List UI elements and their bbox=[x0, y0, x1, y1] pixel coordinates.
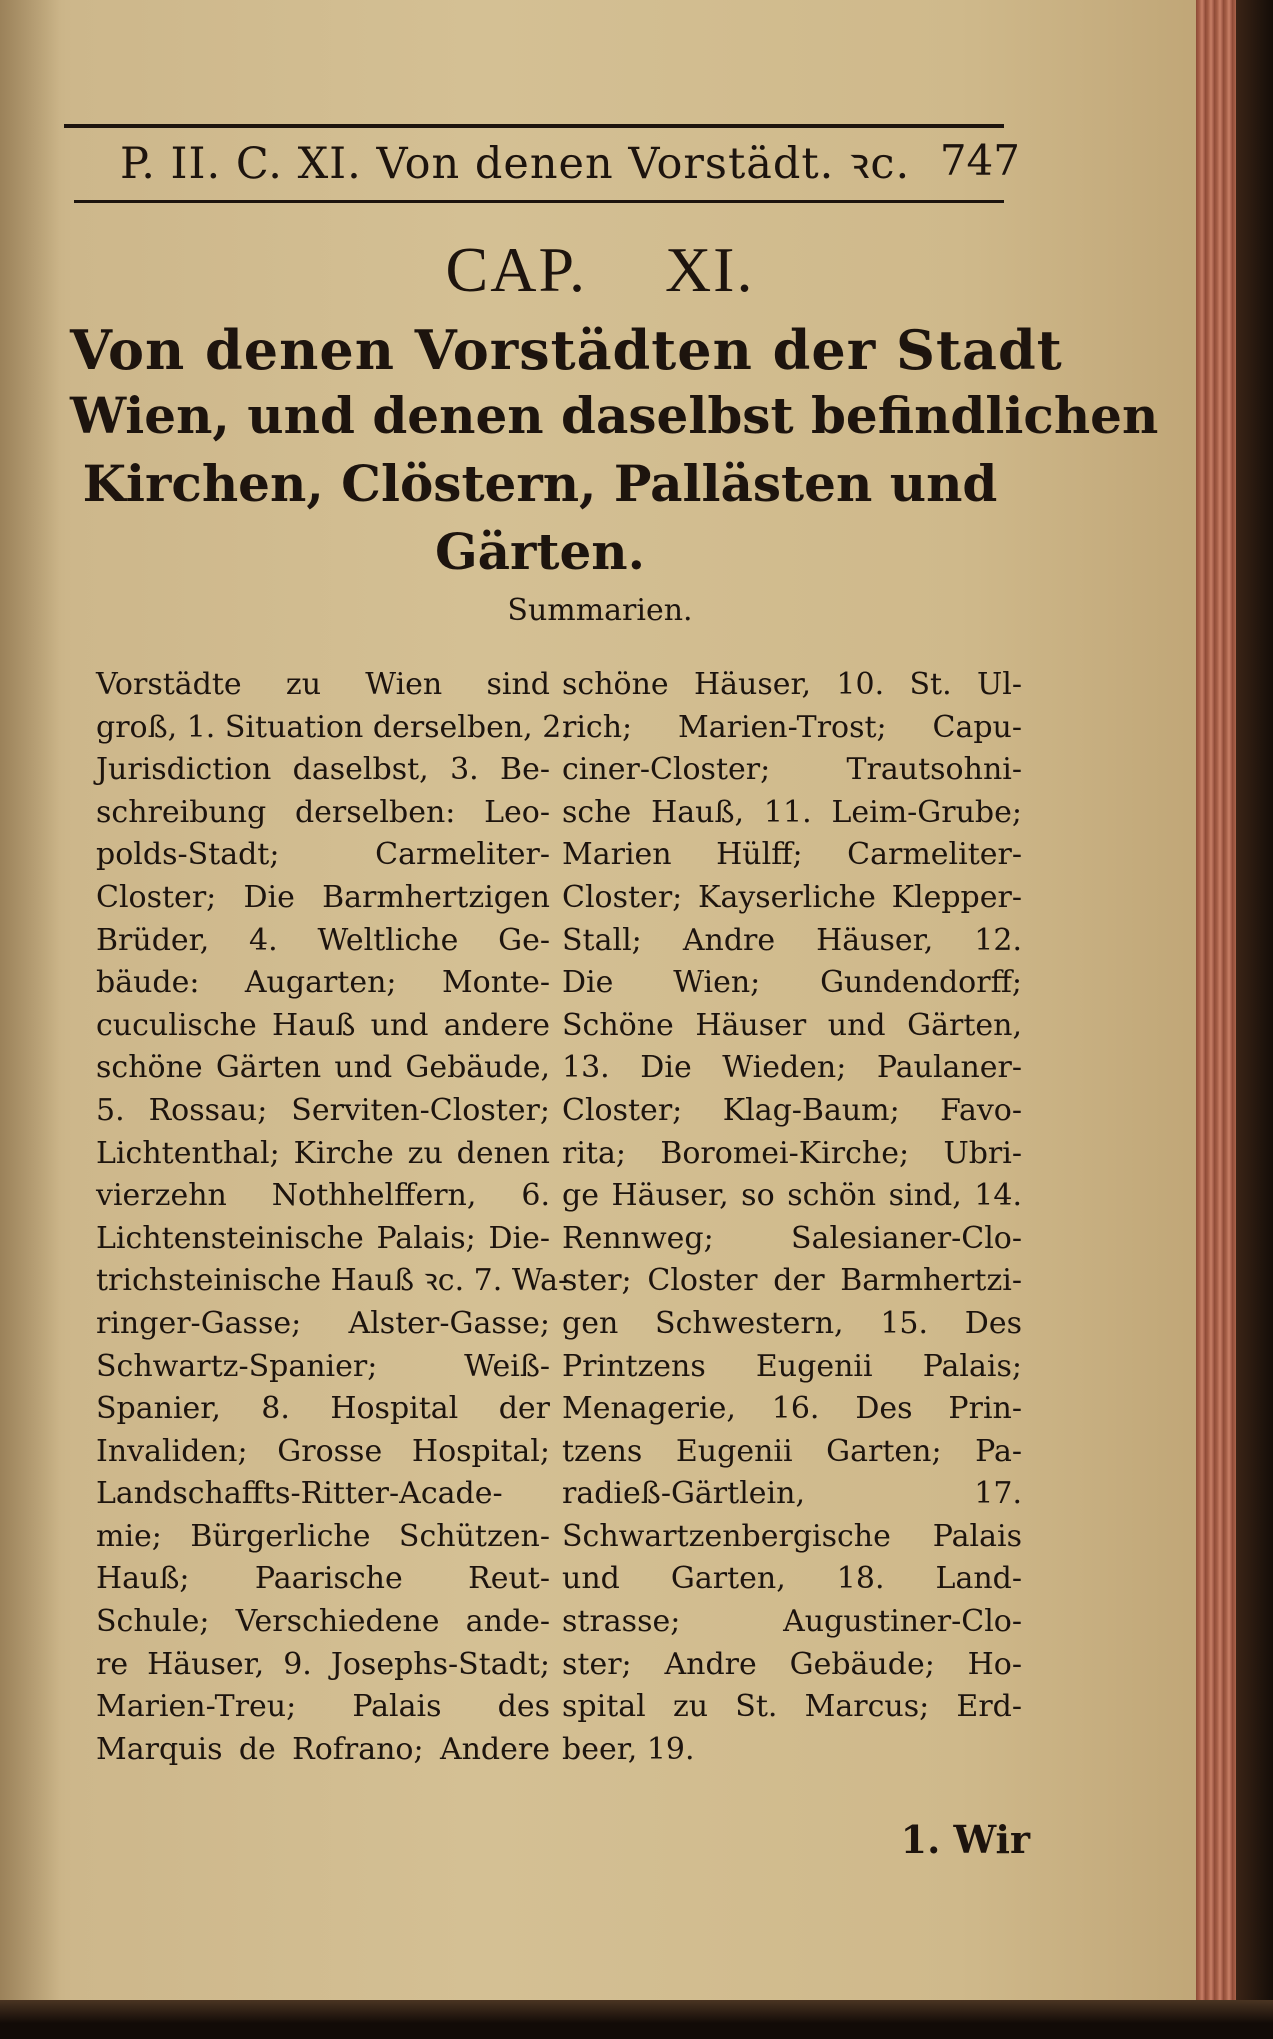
chapter-label: CAP. XI. bbox=[445, 234, 755, 305]
summary-line: Vorstädte zu Wien sind bbox=[96, 667, 550, 702]
summary-line: Jurisdiction daselbst, 3. Be- bbox=[96, 752, 550, 788]
summary-line: schreibung derselben: Leo- bbox=[96, 794, 550, 830]
summary-line: Lichtenthal; Kirche zu denen bbox=[96, 1135, 550, 1171]
summary-line: Marien-Treu; Palais des bbox=[96, 1689, 550, 1725]
header-rule-top bbox=[64, 124, 1004, 128]
summary-line: Schwartzenbergische Palais bbox=[562, 1518, 1022, 1554]
summary-line: 13. Die Wieden; Paulaner- bbox=[562, 1050, 1022, 1086]
summary-line: Printzens Eugenii Palais; bbox=[562, 1348, 1022, 1384]
summary-line: Schule; Verschiedene ande- bbox=[96, 1604, 550, 1640]
summary-line: ge Häuser, so schön sind, 14. bbox=[562, 1178, 1022, 1214]
summary-line: schöne Gärten und Gebäude, bbox=[96, 1050, 550, 1086]
summary-line: Invaliden; Grosse Hospital; bbox=[96, 1433, 550, 1469]
summary-line: gen Schwestern, 15. Des bbox=[562, 1305, 1022, 1341]
title-line: Gärten. bbox=[434, 522, 646, 581]
summary-line: vierzehn Nothhelffern, 6. bbox=[96, 1178, 550, 1214]
title-line: Wien, und denen daselbst befindlichen bbox=[70, 386, 1159, 445]
summary-line: Rennweg; Salesianer-Clo- bbox=[562, 1220, 1022, 1256]
summary-line: groß, 1. Situation derselben, 2. bbox=[96, 709, 571, 745]
running-header bbox=[120, 132, 1020, 189]
chapter-title bbox=[70, 318, 1159, 590]
summary-line: Closter; Klag-Baum; Favo- bbox=[562, 1092, 1022, 1128]
summary-line: Menagerie, 16. Des Prin- bbox=[562, 1391, 1022, 1427]
summary-line: trichsteinische Hauß ꝛc. 7. Wa- bbox=[96, 1263, 569, 1299]
page-fore-edge bbox=[1196, 0, 1240, 2005]
summary-line: ster; Closter der Barmhertzi- bbox=[562, 1263, 1022, 1299]
bottom-shadow bbox=[0, 2000, 1273, 2039]
summary-line: Spanier, 8. Hospital der bbox=[96, 1391, 550, 1427]
summary-line: Closter; Kayserliche Klepper- bbox=[562, 879, 1022, 915]
summary-line: strasse; Augustiner-Clo- bbox=[562, 1604, 1022, 1640]
summary-line: mie; Bürgerliche Schützen- bbox=[96, 1518, 550, 1554]
summary-line: Landschaffts-Ritter-Acade- bbox=[96, 1476, 503, 1512]
summary-line: ringer-Gasse; Alster-Gasse; bbox=[96, 1305, 550, 1341]
summary-line: Die Wien; Gundendorff; bbox=[562, 965, 1022, 1001]
book-edge-shadow bbox=[1236, 0, 1273, 2039]
summary-line: ster; Andre Gebäude; Ho- bbox=[562, 1646, 1022, 1682]
title-line: Kirchen, Clöstern, Pallästen und bbox=[82, 454, 998, 513]
summary-line: rich; Marien-Trost; Capu- bbox=[562, 709, 1022, 745]
header-rule-bottom bbox=[74, 200, 1004, 203]
summary-line: cuculische Hauß und andere bbox=[96, 1007, 550, 1043]
summary-column-right bbox=[562, 664, 1022, 1771]
summary-line: 5. Rossau; Serviten-Closter; bbox=[96, 1092, 550, 1128]
summary-line: Hauß; Paarische Reut- bbox=[96, 1561, 550, 1597]
title-line: Von denen Vorstädten der Stadt bbox=[70, 318, 1063, 382]
summary-column-left bbox=[96, 664, 571, 1771]
running-title: P. II. C. XI. Von denen Vorstädt. ꝛc. bbox=[120, 139, 911, 189]
summary-line: Schöne Häuser und Gärten, bbox=[562, 1007, 1022, 1043]
summary-line: Schwartz-Spanier; Weiß- bbox=[96, 1348, 550, 1384]
summary-line: Closter; Die Barmhertzigen bbox=[96, 879, 550, 915]
summary-line: Brüder, 4. Weltliche Ge- bbox=[96, 922, 550, 958]
summary-line: rita; Boromei-Kirche; Ubri- bbox=[562, 1135, 1022, 1171]
summary-line: Marien Hülff; Carmeliter- bbox=[562, 837, 1022, 873]
summary-line: radieß-Gärtlein, 17. bbox=[562, 1476, 1022, 1512]
summary-line: bäude: Augarten; Monte- bbox=[96, 965, 550, 1001]
summary-heading: Summarien. bbox=[507, 593, 693, 628]
summary-line: schöne Häuser, 10. St. Ul- bbox=[562, 667, 1022, 702]
summary-line: Stall; Andre Häuser, 12. bbox=[562, 922, 1022, 958]
catchword: 1. Wir bbox=[900, 1817, 1030, 1862]
summary-line: ciner-Closter; Trautsohni- bbox=[562, 752, 1022, 788]
summary-line: spital zu St. Marcus; Erd- bbox=[562, 1689, 1022, 1725]
summary-line: polds-Stadt; Carmeliter- bbox=[96, 837, 550, 873]
summary-line: tzens Eugenii Garten; Pa- bbox=[562, 1433, 1022, 1469]
summary-line: re Häuser, 9. Josephs-Stadt; bbox=[96, 1646, 550, 1682]
summary-line: Marquis de Rofrano; Andere bbox=[96, 1731, 550, 1767]
page-number: 747 bbox=[939, 136, 1020, 185]
summary-line: Lichtensteinische Palais; Die- bbox=[96, 1220, 550, 1256]
summary-line: beer, 19. bbox=[562, 1731, 695, 1767]
summary-line: und Garten, 18. Land- bbox=[562, 1561, 1022, 1597]
summary-line: sche Hauß, 11. Leim-Grube; bbox=[562, 794, 1022, 830]
